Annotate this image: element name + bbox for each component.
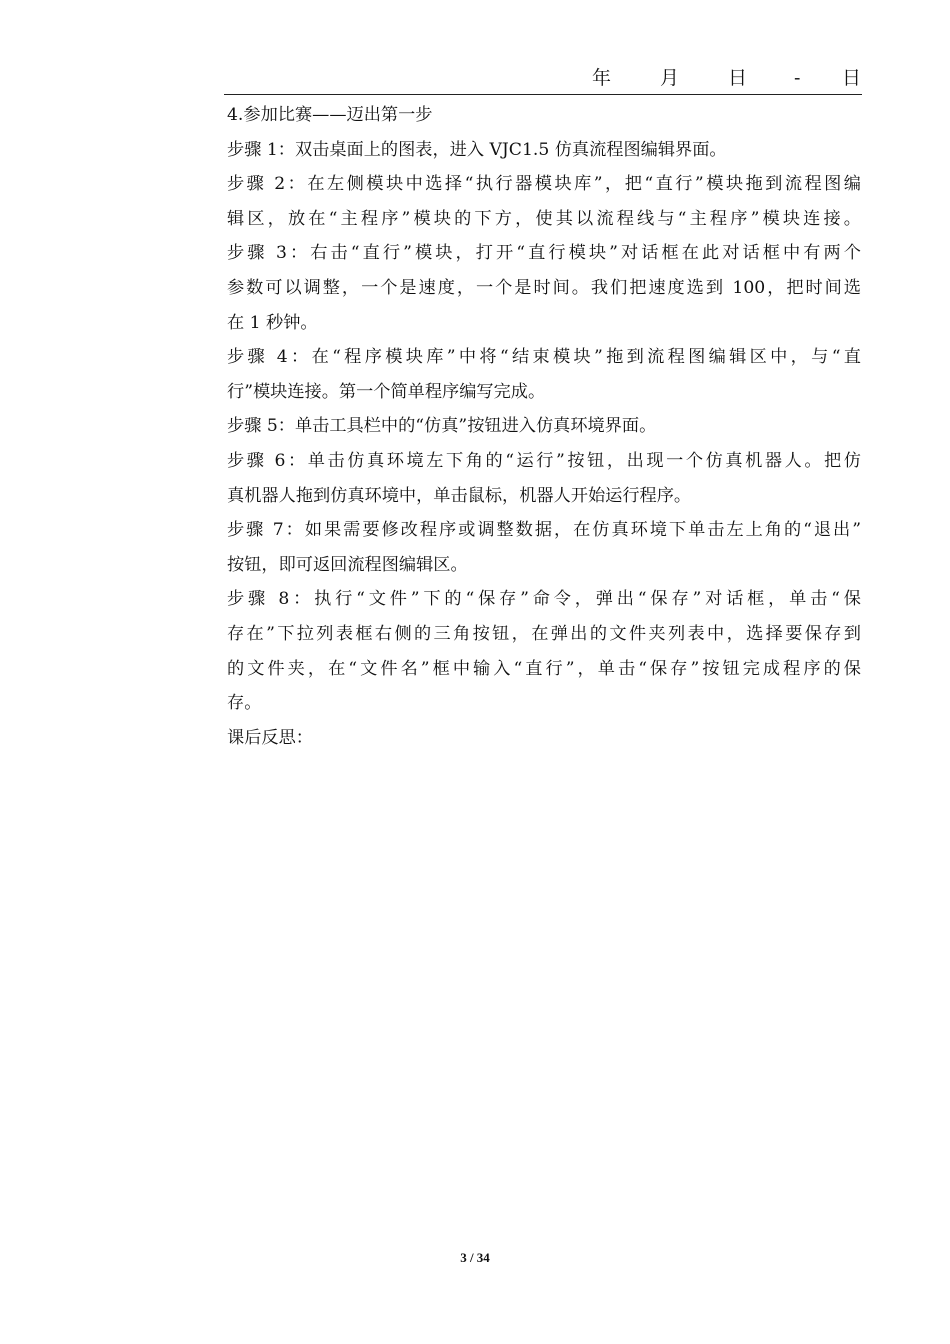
document-body xyxy=(227,98,861,755)
reflection-label: 课后反思： xyxy=(227,727,313,748)
step-1: 步骤 1：双击桌面上的图表，进入 VJC1.5 仿真流程图编辑界面。 xyxy=(227,139,727,160)
step-5: 步骤 5：单击工具栏中的“仿真”按钮进入仿真环境界面。 xyxy=(227,416,657,437)
step-7-line-2: 按钮，即可返回流程图编辑区。 xyxy=(227,554,468,575)
page-number: 3 / 34 xyxy=(460,1250,490,1265)
step-7-line-1: 步骤 7：如果需要修改程序或调整数据，在仿真环境下单击左上角的“退出” xyxy=(227,520,861,541)
step-2-line-2: 辑区，放在“主程序”模块的下方，使其以流程线与“主程序”模块连接。 xyxy=(227,208,861,229)
step-4-line-1: 步骤 4：在“程序模块库”中将“结束模块”拖到流程图编辑区中，与“直 xyxy=(227,347,861,368)
header-year: 年 xyxy=(592,67,612,89)
step-8-line-4: 存。 xyxy=(227,693,262,714)
step-3-line-2: 参数可以调整，一个是速度，一个是时间。我们把速度选到 100，把时间选 xyxy=(227,277,861,298)
header-month: 月 xyxy=(660,67,680,89)
step-3-line-1: 步骤 3：右击“直行”模块，打开“直行模块”对话框在此对话框中有两个 xyxy=(227,243,861,264)
step-8-line-2: 存在”下拉列表框右侧的三角按钮，在弹出的文件夹列表中，选择要保存到 xyxy=(227,623,861,644)
step-6-line-1: 步骤 6：单击仿真环境左下角的“运行”按钮，出现一个仿真机器人。把仿 xyxy=(227,450,861,471)
header-day-end: 日 xyxy=(842,67,862,89)
step-2-line-1: 步骤 2：在左侧模块中选择“执行器模块库”，把“直行”模块拖到流程图编 xyxy=(227,174,861,195)
step-6-line-2: 真机器人拖到仿真环境中，单击鼠标，机器人开始运行程序。 xyxy=(227,485,692,506)
step-8-line-3: 的文件夹，在“文件名”框中输入“直行”，单击“保存”按钮完成程序的保 xyxy=(227,658,861,679)
date-header xyxy=(224,62,862,95)
step-4-line-2: 行”模块连接。第一个简单程序编写完成。 xyxy=(227,381,546,402)
step-3-line-3: 在 1 秒钟。 xyxy=(227,312,318,333)
header-day: 日 xyxy=(728,67,748,89)
step-8-line-1: 步骤 8：执行“文件”下的“保存”命令，弹出“保存”对话框，单击“保 xyxy=(227,589,861,610)
header-dash: - xyxy=(794,67,801,89)
section-title: 4.参加比赛——迈出第一步 xyxy=(227,105,433,125)
